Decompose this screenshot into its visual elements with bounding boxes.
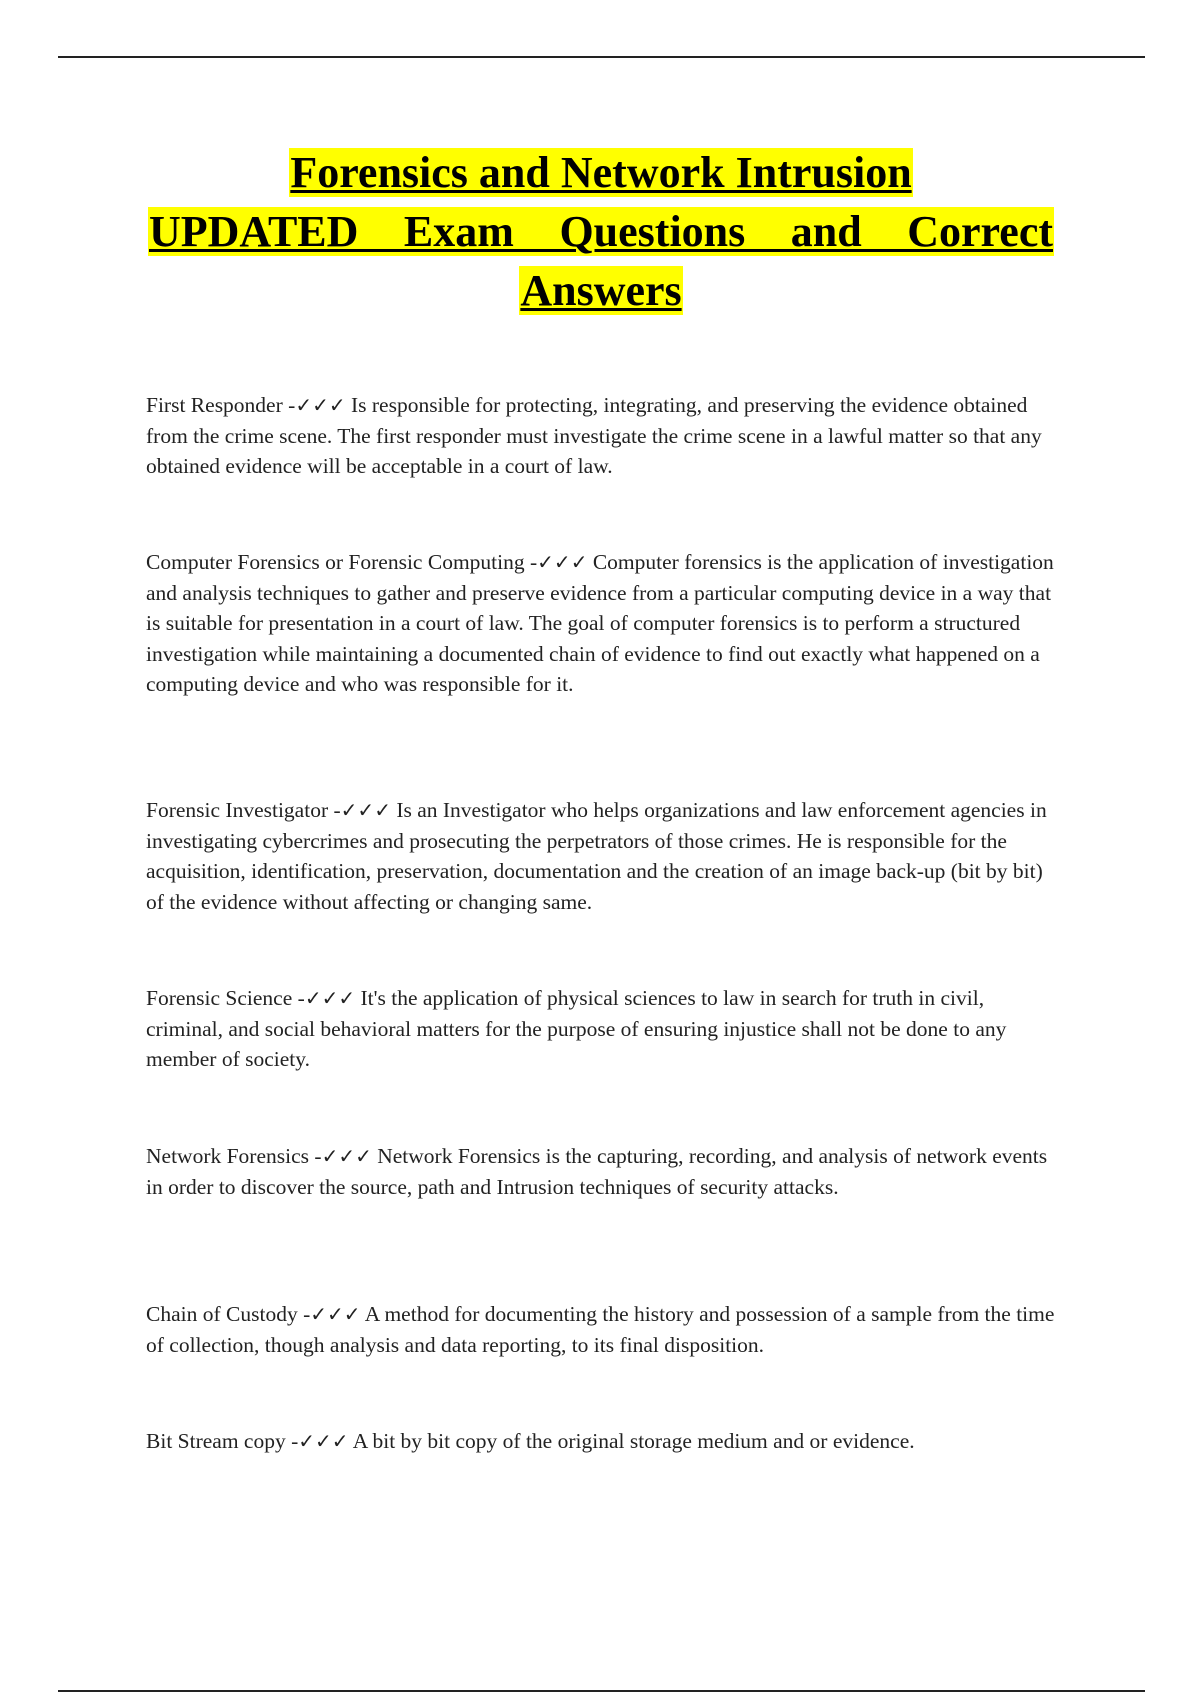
entry-definition: A method for documenting the history and possession of a sample from the time of collection, though analysis and data reporting, to its final disposition. <box>146 1302 1055 1357</box>
top-rule <box>58 56 1145 58</box>
check-marks-icon: ✓✓✓ <box>340 798 391 822</box>
entry-bit-stream-copy <box>146 1426 1066 1457</box>
title-line-1: Forensics and Network Intrusion <box>290 148 912 197</box>
check-marks-icon: ✓✓✓ <box>310 1302 361 1326</box>
check-marks-icon: ✓✓✓ <box>304 986 356 1010</box>
entry-term: Bit Stream copy <box>146 1429 286 1453</box>
entry-separator: - <box>292 986 305 1010</box>
entry-chain-of-custody <box>146 1299 1066 1360</box>
entry-definition: A bit by bit copy of the original storage medium and or evidence. <box>352 1429 915 1453</box>
entry-term: Forensic Investigator <box>146 798 329 822</box>
entry-separator: - <box>328 798 341 822</box>
entry-separator: - <box>309 1144 322 1168</box>
check-marks-icon: ✓✓✓ <box>295 393 346 417</box>
entry-term: Chain of Custody <box>146 1302 298 1326</box>
entry-separator: - <box>282 393 296 417</box>
entry-term: Computer Forensics or Forensic Computing <box>146 550 525 574</box>
entry-term: First Responder <box>146 393 283 417</box>
entry-definition: Computer forensics is the application of investigation and analysis techniques to gather and preserve evidence from a particular computing device in a way that is suitable for presentation in a court of law. The goal of computer forensics is to perform a structured investigation while maintaining a documented chain of evidence to find out exactly what happened on a computing device and who was responsible for it. <box>146 550 1054 696</box>
entry-network-forensics <box>146 1141 1066 1202</box>
bottom-rule <box>58 1690 1145 1692</box>
entry-forensic-science <box>146 983 1066 1075</box>
entry-definition: Is responsible for protecting, integrating, and preserving the evidence obtained from the crime scene. The first responder must investigate the crime scene in a lawful matter so that any obtained evidence will be acceptable in a court of law. <box>146 393 1042 478</box>
entry-forensic-investigator <box>146 795 1066 917</box>
check-marks-icon: ✓✓✓ <box>537 550 588 574</box>
check-marks-icon: ✓✓✓ <box>298 1429 349 1453</box>
entry-separator: - <box>285 1429 299 1453</box>
entry-first-responder <box>146 390 1066 482</box>
document-title <box>148 143 1054 320</box>
entry-definition: It's the application of physical sciences to law in search for truth in civil, criminal, and social behavioral matters for the purpose of ensuring injustice shall not be done to any member of society. <box>146 986 1007 1071</box>
entry-separator: - <box>524 550 538 574</box>
entry-definition: Is an Investigator who helps organizations and law enforcement agencies in investigating cybercrimes and prosecuting the perpetrators of those crimes. He is responsible for the acquisition, identification, preservation, documentation and the creation of an image back-up (bit by bit) of the evidence without affecting or changing same. <box>146 798 1047 914</box>
entry-term: Network Forensics <box>146 1144 310 1168</box>
title-line-3: Answers <box>520 266 682 315</box>
title-line-2: UPDATED Exam Questions and Correct <box>149 207 1053 256</box>
entry-term: Forensic Science <box>146 986 293 1010</box>
entry-separator: - <box>297 1302 311 1326</box>
entry-definition: Network Forensics is the capturing, recording, and analysis of network events in order to discover the source, path and Intrusion techniques of security attacks. <box>146 1144 1048 1199</box>
check-marks-icon: ✓✓✓ <box>321 1144 372 1168</box>
entry-computer-forensics <box>146 547 1066 700</box>
